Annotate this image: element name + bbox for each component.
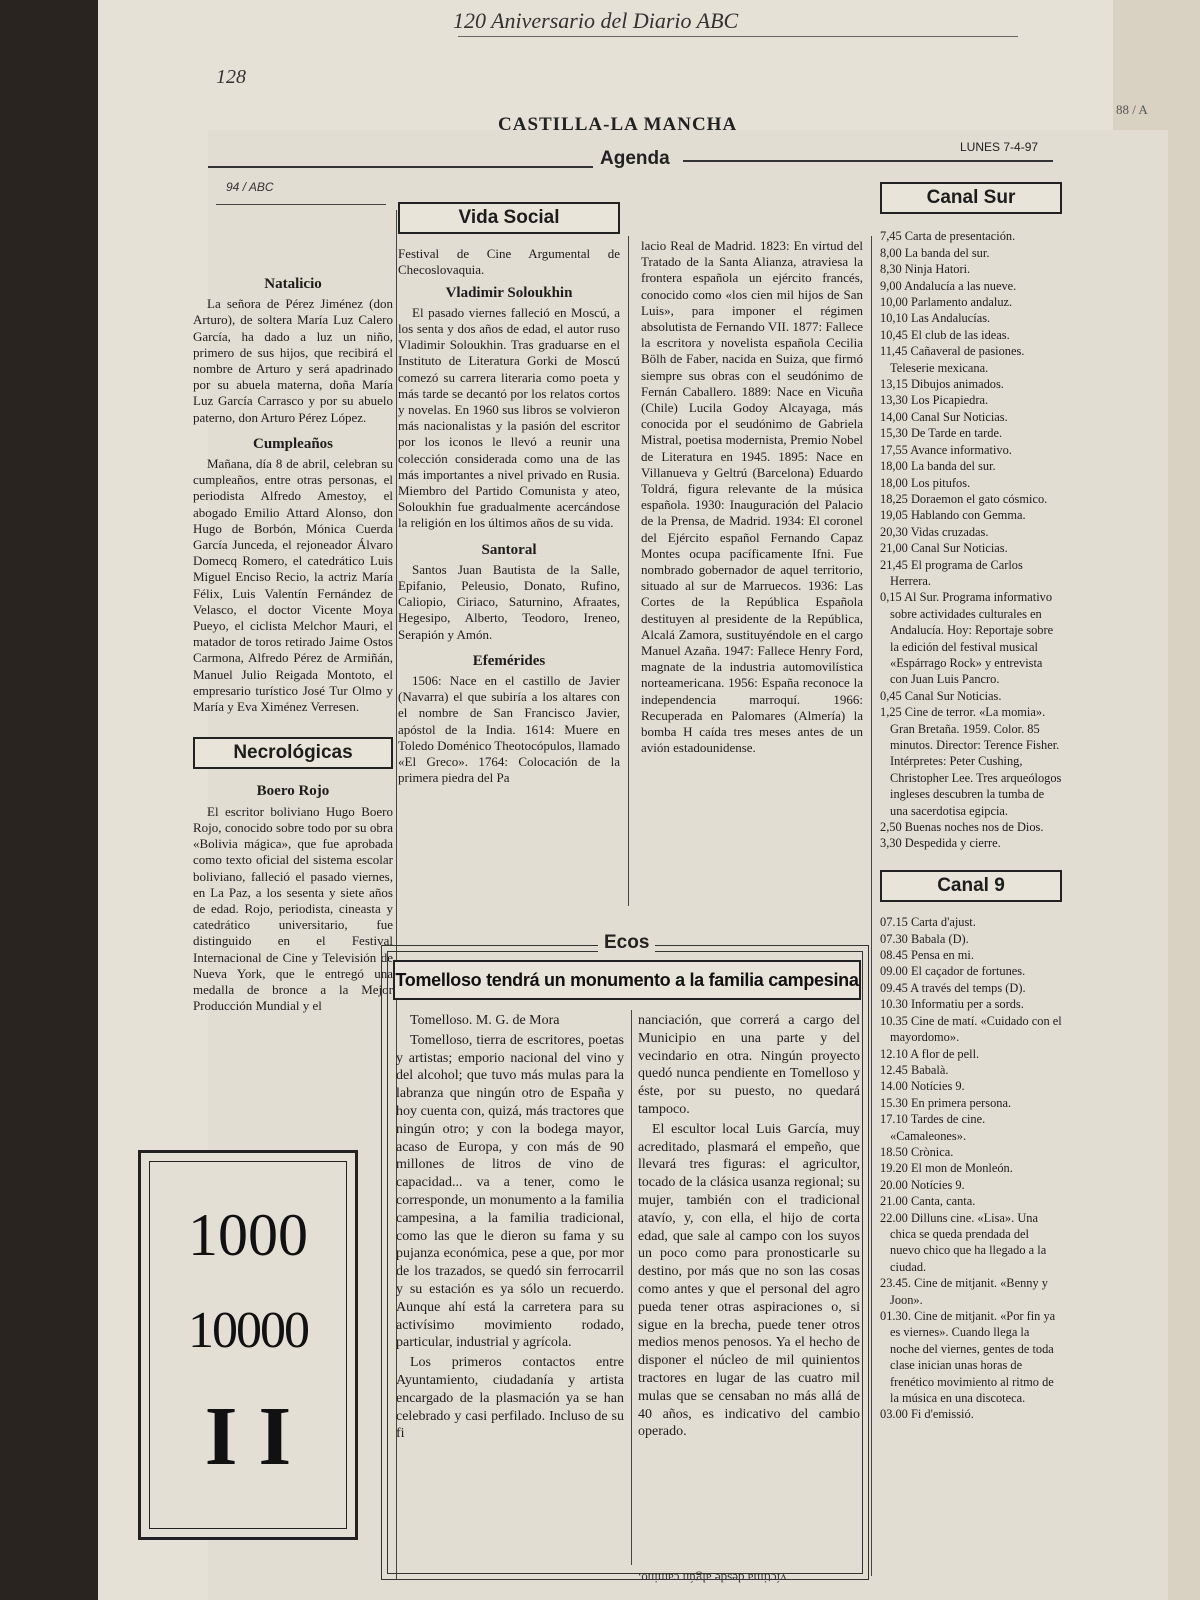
vida-social-heading: Vida Social <box>398 202 620 234</box>
canal-sur-item: 18,00 Los pitufos. <box>880 475 971 490</box>
canal-9-item: 07.30 Babala (D). <box>880 931 969 946</box>
canal-sur-schedule <box>880 228 1062 851</box>
agenda-rule-right <box>683 160 1053 162</box>
book-page-number: 128 <box>216 66 246 88</box>
canal-9-item: 23.45. Cine de mitjanit. «Benny y Joon». <box>880 1276 1048 1307</box>
column-4 <box>880 187 1062 1423</box>
santoral-text: Santos Juan Bautista de la Salle, Epifanio, Peleusio, Donato, Rufino, Caliopio, Ciriaco, Saturnino, Afraates, Hegesipo, Alberto, Teodoro, Ireneo, Serapión y Amón. <box>398 561 620 642</box>
canal-9-item: 10.30 Informatiu per a sords. <box>880 997 1024 1012</box>
ecos-paragraph: Tomelloso, tierra de escritores, poetas y artistas; emporio nacional del vino y del alcohol; que tuvo más mulas para la labranza que ningún otro de España y hoy cuenta con, quizá, más tractores que ningún otro; y con la bodega mayor, acaso de Europa, y con más de 90 millones de litros de vino de capacidad... va a tener, como le corresponde, un monumento a la familia campesina, a la familia tradicional, como las que le dieron su fama y su pujanza económica, pese a que, por mor de los trazados, se quedó sin ferrocarril y su estación es ya sólo un recuerdo. Aunque ahí está la carretera para su activísimo movimiento rodado, particular, industrial y agrícola. <box>396 1032 624 1351</box>
column-divider <box>628 236 629 906</box>
book-page <box>98 0 1113 1600</box>
canal-sur-item: 21,00 Canal Sur Noticias. <box>880 541 1008 556</box>
canal-sur-item: 0,15 Al Sur. Programa informativo sobre actividades culturales en Andalucía. Hoy: Reportaje sobre la edición del festival musical «Espárrago Rock» y entrevista con Juan Luis Pancro. <box>880 590 1054 687</box>
canal-9-item: 07.15 Carta d'ajust. <box>880 915 976 930</box>
ecos-column-2 <box>638 1012 860 1443</box>
canal-sur-item: 13,30 Los Picapiedra. <box>880 393 989 408</box>
column-1 <box>193 270 393 1016</box>
canal-9-item: 12.45 Babalà. <box>880 1062 949 1077</box>
necrologica-title: Boero Rojo <box>256 783 330 800</box>
canal-sur-item: 10,45 El club de las ideas. <box>880 327 1010 342</box>
ecos-divider <box>631 1010 632 1565</box>
canal-9-item: 08.45 Pensa en mi. <box>880 948 974 963</box>
ecos-headline: Tomelloso tendrá un monumento a la familia campesina <box>393 960 861 1000</box>
canal-sur-item: 8,00 La banda del sur. <box>880 245 990 260</box>
canal-sur-item: 0,45 Canal Sur Noticias. <box>880 688 1002 703</box>
canal-sur-item: 21,45 El programa de Carlos Herrera. <box>880 557 1023 588</box>
clipping-page-ref: 94 / ABC <box>226 180 274 194</box>
bottom-strip-text: víctima desde algún camino. <box>638 1571 787 1586</box>
facing-page-text: 88 / A <box>1116 102 1148 117</box>
canal-9-item: 09.00 El caçador de fortunes. <box>880 964 1026 979</box>
canal-9-heading: Canal 9 <box>880 870 1062 902</box>
agenda-rule-left <box>208 166 593 168</box>
agenda-label: Agenda <box>600 148 670 169</box>
canal-sur-item: 17,55 Avance informativo. <box>880 442 1012 457</box>
canal-9-item: 03.00 Fi d'emissió. <box>880 1407 974 1422</box>
canal-9-item: 10.35 Cine de matí. «Cuidado con el mayordomo». <box>880 1013 1062 1045</box>
ecos-paragraph: nanciación, que correrá a cargo del Municipio en una parte y del vecindario en otra. Ningún proyecto quedó nunca pendiente en Tomelloso y éste, por su puesto, no quedará tampoco. <box>638 1013 860 1117</box>
column-divider <box>871 236 872 1576</box>
issue-date: LUNES 7-4-97 <box>960 140 1039 154</box>
canal-sur-item: 11,45 Cañaveral de pasiones. Teleserie mexicana. <box>880 344 1025 375</box>
column-3 <box>641 238 863 759</box>
canal-sur-item: 20,30 Vidas cruzadas. <box>880 524 989 539</box>
canal-sur-item: 15,30 De Tarde en tarde. <box>880 426 1003 441</box>
canal-sur-item: 19,05 Hablando con Gemma. <box>880 508 1026 523</box>
canal-9-item: 14.00 Notícies 9. <box>880 1079 965 1094</box>
canal-9-item: 20.00 Notícies 9. <box>880 1177 965 1192</box>
canal-sur-item: 3,30 Despedida y cierre. <box>880 836 1001 851</box>
column-top-rule <box>216 204 386 205</box>
canal-9-item: 12.10 A flor de pell. <box>880 1046 980 1061</box>
canal-sur-heading: Canal Sur <box>880 182 1062 214</box>
canal-sur-item: 7,45 Carta de presentación. <box>880 229 1016 244</box>
efemerides-continued: lacio Real de Madrid. 1823: En virtud del Tratado de la Santa Alianza, atraviesa la frontera española un ejército francés, conocido como «los cien mil hijos de San Luis», para imponer el régimen absolutista de Fernando VII. 1877: Fallece la escritora y novelista española Cecilia Bölh de Faber, nacida en Suiza, que firmó siempre sus obras con el seudónimo de Fernán Caballero. 1889: Nace en Vicuña (Chile) Lucila Godoy Alcayaga, más conocida por el seudónimo de Gabriela Mistral, poetisa modernista, Premio Nobel de Literatura en 1945. 1895: Nace en Villanueva y Geltrú (Barcelona) Eduardo Toldrá, figura relevante de la música española. 1930: Inauguración del Palacio de la Prensa, de Madrid. 1934: El coronel del Ejército español Fernando Capaz Montes ocupa pacíficamente Ifni. Fue nombrado gobernador de aquel territorio, situado al sur de Marruecos. 1936: Las Cortes de la República Española destituyen al presidente de la República, Alcalá Zamora, sustituyéndole en el cargo Manuel Azaña. 1947: Fallece Henry Ford, magnate de la industria automovilística norteamericana. 1956: España reconoce la independencia marroquí. 1966: Recuperada en Palomares (Almería) la bomba H caída tres meses antes de un avión estadounidense. <box>641 238 863 756</box>
canal-9-item: 01.30. Cine de mitjanit. «Por fin ya es viernes». Cuando llega la noche del viernes, gentes de toda clase inician unas horas de frenético movimiento al ritmo de la música en una discoteca. <box>880 1309 1056 1406</box>
canal-9-item: 17.10 Tardes de cine. «Camaleones». <box>880 1112 986 1143</box>
canal-9-item: 22.00 Dilluns cine. «Lisa». Una chica se queda prendada del nuevo chico que ha llegado a la ciudad. <box>880 1210 1047 1274</box>
canal-sur-item: 14,00 Canal Sur Noticias. <box>880 409 1008 424</box>
ecos-paragraph: Los primeros contactos entre Ayuntamiento, ciudadanía y artista encargado de la plasmación ya se han celebrado y casi perfilado. Incluso de su fi <box>396 1355 624 1442</box>
cumpleanos-title: Cumpleaños <box>252 435 334 452</box>
canal-9-item: 21.00 Canta, canta. <box>880 1194 976 1209</box>
ecos-byline: Tomelloso. M. G. de Mora <box>410 1013 560 1028</box>
column-2 <box>398 207 620 789</box>
number-ad-box <box>138 1150 358 1540</box>
canal-sur-item: 9,00 Andalucía a las nueve. <box>880 278 1017 293</box>
natalicio-title: Natalicio <box>264 276 322 292</box>
canal-9-schedule <box>880 914 1062 1423</box>
canal-9-item: 15.30 En primera persona. <box>880 1095 1012 1110</box>
canal-sur-item: 2,50 Buenas noches nos de Dios. <box>880 820 1044 835</box>
ecos-label: Ecos <box>598 932 655 954</box>
necrologicas-heading: Necrológicas <box>193 737 393 769</box>
section-title: CASTILLA-LA MANCHA <box>498 114 738 135</box>
canal-sur-item: 18,25 Doraemon el gato cósmico. <box>880 491 1048 506</box>
canal-sur-item: 18,00 La banda del sur. <box>880 459 996 474</box>
efemerides-title: Efemérides <box>472 652 546 669</box>
canal-sur-item: 8,30 Ninja Hatori. <box>880 262 971 277</box>
canal-sur-item: 10,10 Las Andalucías. <box>880 311 991 326</box>
ad-number-10000: 10000 <box>188 1302 308 1359</box>
cumpleanos-text: Mañana, día 8 de abril, celebran su cumpleaños, entre otras personas, el periodista Alfredo Amestoy, el abogado Emilio Attard Alonso, don Hugo de Borbón, Mónica Cuerda García Junceda, el rejoneador Álvaro Domecq Romero, el catedrático Luis Miguel Enciso Recio, la actriz María Félix, Luis Valentín Fernández de Velasco, el doctor Vicente Moya Pueyo, el ciclista Melchor Mauri, el matador de toros retirado Jaime Ostos Carmona, Alfredo Pérez de Armiñán, Manuel Julio Reigada Montoto, el empresario turístico José Tur Olmo y María y Eva Ximénez Verresen. <box>193 456 393 715</box>
canal-sur-item: 10,00 Parlamento andaluz. <box>880 295 1013 310</box>
ecos-column-1 <box>396 1012 624 1445</box>
ecos-paragraph: El escultor local Luis García, muy acreditado, plasmará el empeño, que llevará tres figuras: el agricultor, tocado de la clásica usanza regional; su mujer, también con el tradicional atavío, y, con ella, el hijo de corta edad, que sale al campo con los suyos un poco como para pronosticarle su destino, por más que no son las cosas como antes y que el personal del agro pueda tener otras aspiraciones o, si sigue en la brecha, puede tener otros medios menos penosos. Ya el hecho de disponer el núcleo de mil quinientos tractores en lugar de las cuatro mil mulas que se censaban no más allá de 40 años, es indicativo del cambio operado. <box>638 1121 860 1440</box>
canal-sur-item: 13,15 Dibujos animados. <box>880 377 1004 392</box>
canal-9-item: 18.50 Crònica. <box>880 1144 954 1159</box>
soloukhin-title: Vladimir Soloukhin <box>445 284 573 301</box>
header-rule <box>458 36 1018 37</box>
canal-sur-item: 1,25 Cine de terror. «La momia». Gran Bretaña. 1959. Color. 85 minutos. Director: Terence Fisher. Intérpretes: Peter Cushing, Christopher Lee. Tres arqueólogos ingleses descubren la tumba de una sacerdotisa egipcia. <box>880 705 1062 818</box>
canal-9-item: 19.20 El mon de Monleón. <box>880 1161 1013 1176</box>
efemerides-text: 1506: Nace en el castillo de Javier (Navarra) el que subiría a los altares con el nombre de San Francisco Javier, apóstol de la India. 1614: Muere en Toledo Doménico Theotocópulos, llamado «El Greco». 1764: Colocación de la primera piedra del Pa <box>398 673 620 786</box>
book-running-header: 120 Aniversario del Diario ABC <box>453 8 739 33</box>
vida-social-lead: Festival de Cine Argumental de Checoslovaquia. <box>398 246 620 278</box>
canal-9-item: 09.45 A través del temps (D). <box>880 980 1026 995</box>
ad-number-1000: 1000 <box>188 1202 308 1268</box>
necrologica-text: El escritor boliviano Hugo Boero Rojo, conocido sobre todo por su obra «Bolivia mágica», que fue aprobada como texto oficial del sistema escolar boliviano, falleció el pasado viernes, en La Paz, a los sesenta y siete años de edad. Rojo, periodista, cineasta y catedrático universitario, fue distinguido en el Festival Internacional de Cine y Televisión de Nueva York, que le entregó una medalla de bronce a la Mejor Producción Mundial y el <box>193 803 393 1014</box>
ad-roman-two: I I <box>204 1390 292 1483</box>
santoral-title: Santoral <box>481 541 537 558</box>
soloukhin-text: El pasado viernes falleció en Moscú, a los senta y dos años de edad, el autor ruso Vladimir Soloukhin. Tras graduarse en el Instituto de Literatura Gorki de Moscú comezó su carrera literaria como poeta y más tarde se decantó por los relatos cortos y novelas. En 1960 sus libros se volvieron más nacionalistas y la pasión del escritor por los iconos le llevó a reunir una colección considerada como una de las más importantes a nivel privado en Rusia. Miembro del Partido Comunista y ateo, Soloukhin fue gradualmente acercándose la religión en los últimos años de su vida. <box>398 304 620 531</box>
natalicio-text: La señora de Pérez Jiménez (don Arturo), de soltera María Luz Calero García, ha dado a luz un niño, primero de sus hijos, que recibirá el nombre de Arturo y será apadrinado por su abuela materna, doña María Luz García Carrasco y por su abuelo paterno, don Arturo Pérez López. <box>193 296 393 425</box>
